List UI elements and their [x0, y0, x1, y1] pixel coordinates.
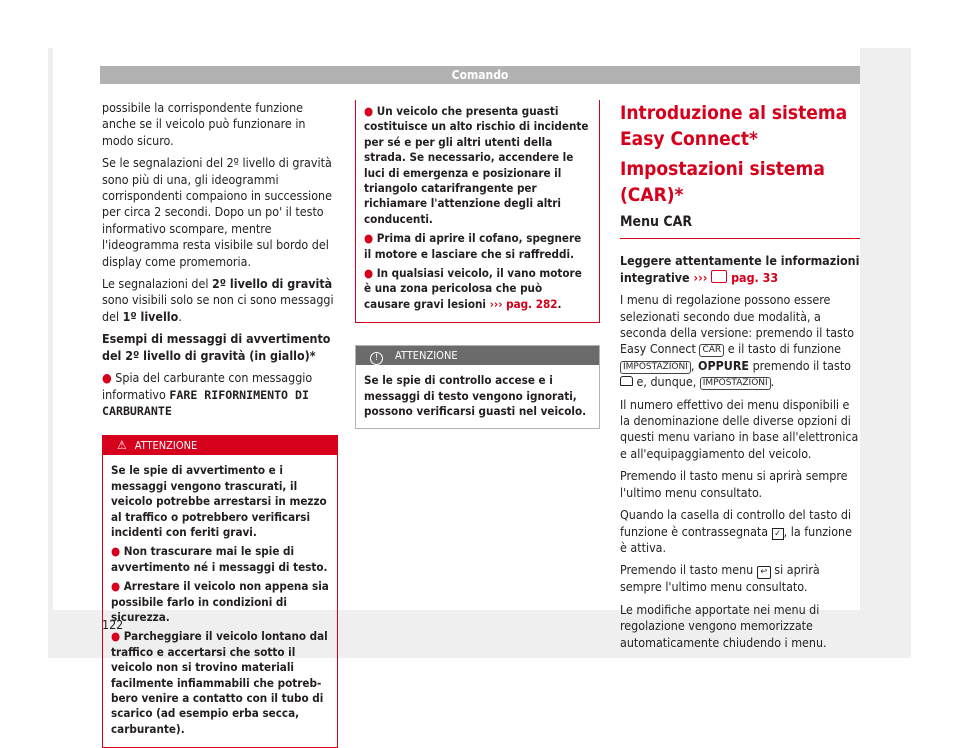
text: si aprirà sempre l'ultimo menu consultato.: [620, 562, 820, 595]
caution-body: Se le spie di controllo accese e i messaggi di testo vengono ignorati, possono verificarsi guasti nel veicolo.: [364, 373, 587, 419]
warning-header: [103, 436, 337, 455]
bullet-item: [102, 370, 338, 419]
warning-intro: Se le spie di avvertimento e i messaggi vengono trascurati, il veicolo potrebbe arrestarsi in mezzo al traffico o potrebbero verificarsi incidenti con feriti gravi.: [111, 463, 327, 539]
car-icon: [620, 376, 633, 386]
menu-heading: Menu CAR: [620, 214, 860, 239]
warning-item: [364, 231, 591, 262]
column-left: [102, 100, 338, 748]
paragraph: Se le segnalazioni del 2º livello di gravità sono più di una, gli ideogrammi corrispondenti compaiono in successione per circa 2 secondi. Dopo un po' il testo informativo scompare, mentre l'ideogramma resta visibile sul bordo del display come promemoria.: [102, 155, 332, 269]
text: Le segnalazioni del: [102, 276, 213, 292]
emphasis: 1º livello: [122, 308, 179, 324]
text: I menu di regolazione possono essere selezionati secondo due modalità, a seconda della versione: premendo il tasto Easy Connect: [620, 292, 855, 357]
emphasis: OPPURE: [697, 357, 750, 373]
bullet-icon: ●: [364, 231, 377, 246]
page-reference-link[interactable]: pag. 33: [731, 269, 779, 285]
car-key-icon: CAR: [699, 344, 724, 357]
bullet-icon: ●: [111, 544, 124, 559]
book-icon: [711, 270, 727, 283]
warning-triangle-icon: ⚠: [117, 438, 127, 453]
warning-item: [111, 579, 329, 625]
warning-body: [103, 455, 337, 747]
paragraph: possibile la corrispondente funzione anche se il veicolo può funzionare in modo sicuro.: [102, 100, 306, 148]
bullet-icon: ●: [364, 266, 377, 281]
warning-box-continued: [355, 100, 600, 323]
section-header: Comando: [100, 66, 860, 84]
bullet-icon: ●: [102, 370, 112, 386]
paragraph: Le modifiche apportate nei menu di regolazione vengono memorizzate automaticamente chiudendo i menu.: [620, 601, 827, 650]
text: Premendo il tasto menu: [620, 562, 757, 578]
text: In qualsiasi veicolo, il vano motore è una zona pericolosa che può causare gravi lesioni: [364, 266, 582, 311]
text: ,: [690, 357, 698, 373]
caution-header: [356, 346, 599, 365]
text: Prima di aprire il cofano, spegnere il motore e lasciare che si raffreddi.: [364, 231, 582, 261]
warning-body: [356, 100, 599, 322]
text: e il tasto di funzione: [724, 341, 842, 357]
impostazioni-key: IMPOSTAZIONI: [700, 377, 771, 390]
page-number: 122: [102, 617, 124, 632]
text: .: [770, 374, 775, 390]
display-message: FARE RIFORNIMENTO DI CARBURANTE: [102, 387, 309, 418]
caution-box: [355, 345, 600, 428]
text: Un veicolo che presenta guasti costituisce un alto rischio di incidente per sé e per gli altri utenti della strada. Se necessario, accendere le luci di emergenza e posizionare il triangolo catarifrangente per richiamare l'attenzione degli altri conducenti.: [364, 104, 589, 226]
bullet-icon: ●: [111, 629, 124, 644]
warning-box: [102, 435, 338, 748]
reference-arrows[interactable]: ›››: [693, 269, 708, 285]
text: Spia del carburante con messaggio informativo: [102, 370, 313, 402]
paragraph: [620, 292, 860, 390]
paragraph: Premendo il tasto menu si aprirà sempre l'ultimo menu consultato.: [620, 468, 848, 500]
checkbox-checked-icon: ✓: [772, 528, 784, 540]
text: sono visibili solo se non ci sono messaggi del: [102, 292, 334, 324]
text: premendo il tasto: [749, 357, 852, 373]
warning-label: ATTENZIONE: [134, 439, 198, 453]
text: Non trascurare mai le spie di avvertimento né i messaggi di testo.: [111, 544, 328, 574]
bullet-icon: ●: [111, 579, 124, 594]
paragraph: Il numero effettivo dei menu disponibili e la denominazione delle diverse opzioni di questi menu variano in base all'elettronica e all'equipaggiamento del veicolo.: [620, 396, 859, 461]
paragraph: [620, 507, 860, 556]
page-reference-link[interactable]: ››› pag. 282: [489, 296, 558, 311]
impostazioni-key: IMPOSTAZIONI: [620, 361, 691, 374]
warning-item: [364, 104, 591, 227]
warning-item: [364, 266, 591, 312]
text: .: [178, 308, 182, 324]
text: Leggere attentamente le informazioni integrative: [620, 253, 860, 285]
text: Arrestare il veicolo non appena sia possibile farlo in condizioni di sicurezza.: [111, 579, 329, 624]
info-circle-icon: !: [370, 352, 383, 365]
section-subtitle: Impostazioni sistema (CAR)*: [620, 158, 825, 206]
text: Quando la casella di controllo del tasto di funzione è contrassegnata: [620, 507, 852, 539]
caution-label: ATTENZIONE: [395, 349, 458, 363]
text: .: [557, 296, 562, 311]
column-middle: [355, 100, 600, 429]
section-title: Introduzione al sistema Easy Connect*: [620, 102, 848, 150]
text: , la funzione è attiva.: [620, 523, 852, 555]
paragraph: [102, 276, 338, 325]
warning-item: [111, 629, 329, 737]
lead-paragraph: [620, 253, 860, 286]
warning-item: [111, 544, 329, 575]
examples-heading: Esempi di messaggi di avvertimento del 2º livello di gravità (in giallo)*: [102, 331, 331, 363]
column-right: [620, 100, 860, 657]
bullet-icon: ●: [364, 104, 377, 118]
paragraph: [620, 562, 860, 595]
text: Parcheggiare il veicolo lontano dal traffico e accertarsi che sotto il veicolo non si trovino materiali facilmente infiammabili che potrebbero venire a contatto con il tubo di scarico (ad esempio erba secca, carburante).: [111, 629, 328, 736]
text: e, dunque,: [633, 374, 700, 390]
emphasis: 2º livello di gravità: [212, 276, 333, 292]
back-arrow-icon: ↩: [757, 566, 771, 579]
